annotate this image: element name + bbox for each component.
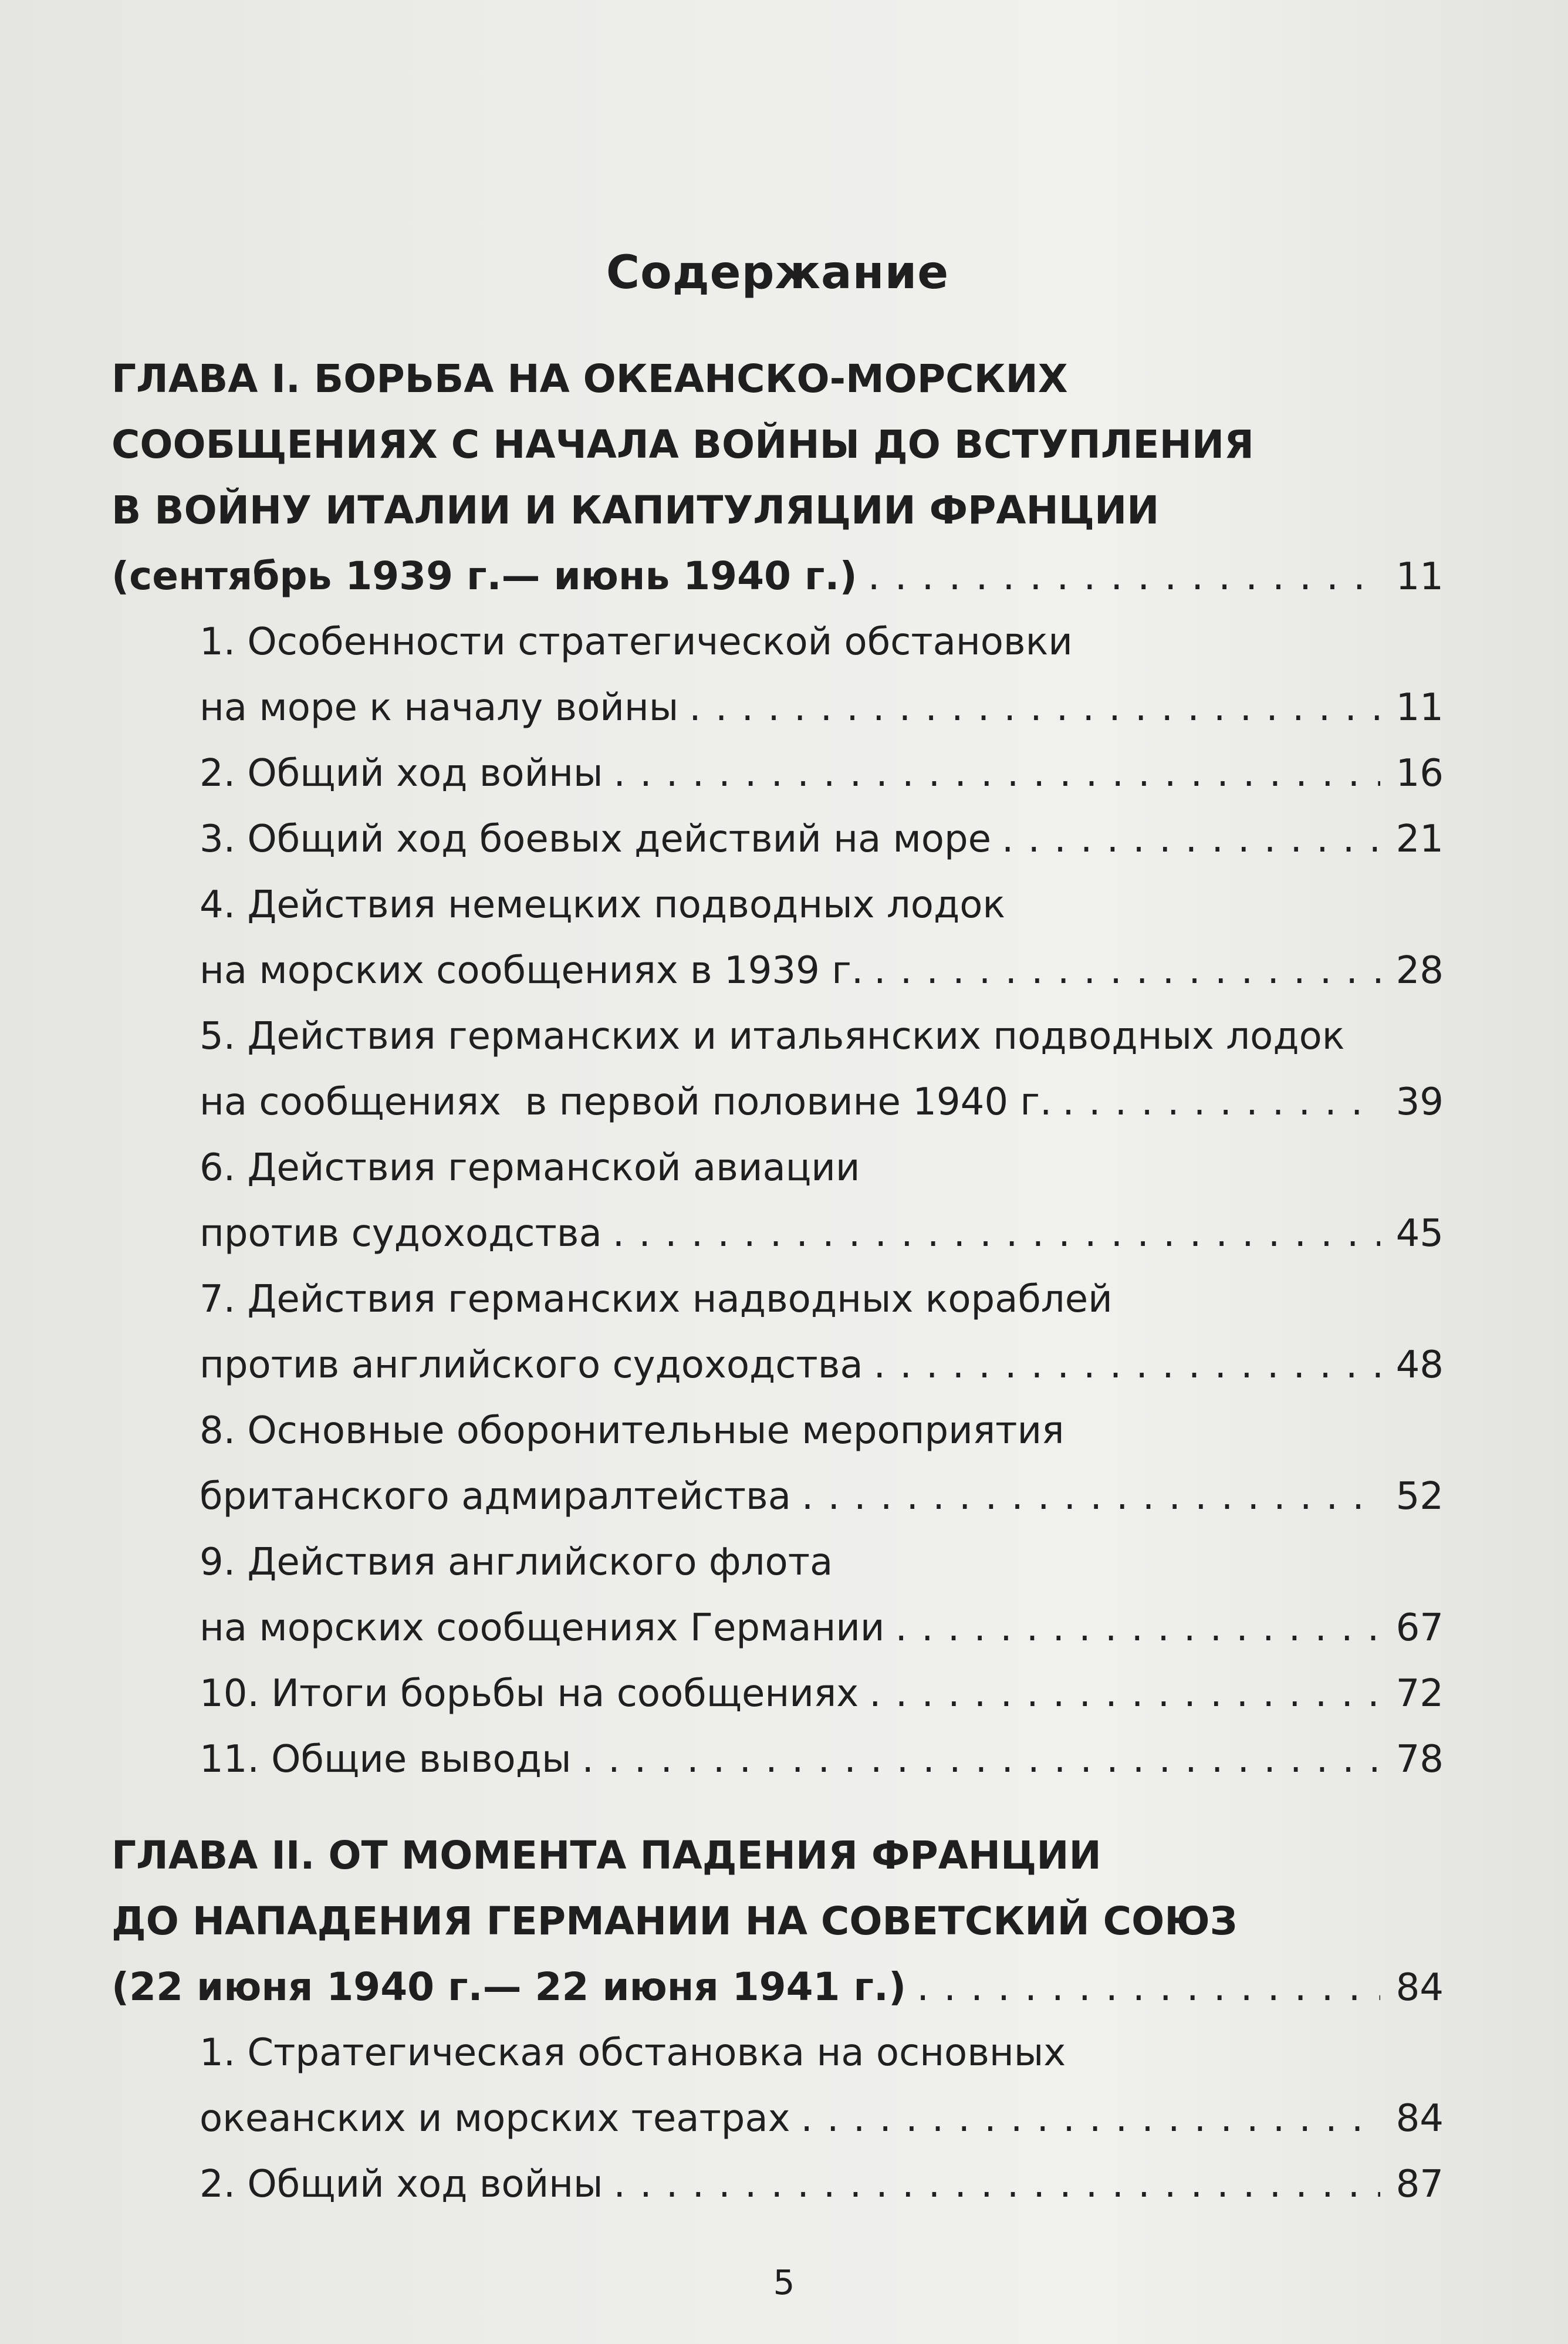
toc-entry-line: 6. Действия германской авиации: [200, 1146, 860, 1190]
toc-entry-list: [111, 2020, 1444, 2217]
chapter-dates: (сентябрь 1939 г.— июнь 1940 г.): [111, 553, 857, 599]
toc-entry-line: против английского судоходства: [200, 1343, 863, 1387]
chapter-dates: (22 июня 1940 г.— 22 июня 1941 г.): [111, 1964, 907, 2009]
toc-entry-line: 3. Общий ход боевых действий на море: [200, 818, 991, 861]
toc-entry: [200, 872, 1444, 1004]
leader-dots: [614, 2152, 1380, 2217]
leader-dots: [614, 741, 1380, 806]
toc-entry-row: [200, 2086, 1444, 2152]
leader-dots: [613, 1201, 1380, 1266]
toc-entry-line: 7. Действия германских надводных кораблей: [200, 1278, 1113, 1321]
chapter-dates-row: [111, 1954, 1444, 2021]
chapter-dates-row: [111, 543, 1444, 610]
leader-dots: [874, 938, 1380, 1004]
page-ref: 87: [1395, 2163, 1444, 2206]
toc-entry-row: [200, 938, 1444, 1004]
chapter-heading-line: ГЛАВА I. БОРЬБА НА ОКЕАНСКО-МОРСКИХ: [111, 356, 1068, 401]
toc-entry-line: против судоходства: [200, 1212, 602, 1255]
page-ref: 72: [1395, 1672, 1444, 1715]
leader-dots: [582, 1727, 1380, 1792]
leader-dots: [689, 675, 1380, 741]
toc-entry-line: на сообщениях в первой половине 1940 г.: [200, 1080, 1052, 1124]
chapter-heading-line: ГЛАВА II. ОТ МОМЕНТА ПАДЕНИЯ ФРАНЦИИ: [111, 1833, 1101, 1878]
toc-entry-row: [200, 1595, 1444, 1661]
chapter-heading-line: СООБЩЕНИЯХ С НАЧАЛА ВОЙНЫ ДО ВСТУПЛЕНИЯ: [111, 422, 1254, 467]
toc-entry-line: 11. Общие выводы: [200, 1738, 572, 1781]
leader-dots: [1062, 1069, 1380, 1135]
toc-entry-line: 9. Действия английского флота: [200, 1541, 833, 1584]
toc-entry: [200, 1398, 1444, 1529]
toc-entry-line: 2. Общий ход войны: [200, 2163, 603, 2206]
page-ref: 67: [1395, 1606, 1444, 1650]
toc-entry-row: [200, 1332, 1444, 1398]
chapter-heading: [111, 1823, 1444, 2021]
toc-entry: [200, 806, 1444, 872]
toc-entry-line: британского адмиралтейства: [200, 1475, 791, 1518]
toc-entry-list: [111, 609, 1444, 1792]
toc-entry: [200, 2152, 1444, 2217]
toc-entry: [200, 2020, 1444, 2152]
toc-entry-line: на морских сообщениях в 1939 г.: [200, 949, 864, 992]
toc-entry: [200, 1266, 1444, 1398]
leader-dots: [800, 2086, 1380, 2152]
toc-entry-row: [200, 1069, 1444, 1135]
toc-entry-line: океанских и морских театрах: [200, 2097, 790, 2140]
page-ref: 39: [1395, 1080, 1444, 1124]
toc-entry: [200, 1135, 1444, 1266]
toc-entry: [200, 1004, 1444, 1135]
leader-dots: [868, 543, 1380, 609]
chapter-heading-line: ДО НАПАДЕНИЯ ГЕРМАНИИ НА СОВЕТСКИЙ СОЮЗ: [111, 1899, 1238, 1944]
toc-entry-row: [200, 1464, 1444, 1529]
page-ref: 52: [1395, 1475, 1444, 1518]
leader-dots: [869, 1661, 1380, 1727]
page-ref: 11: [1395, 555, 1444, 599]
toc-entry-line: 5. Действия германских и итальянских подводных лодок: [200, 1015, 1345, 1058]
toc-entry-line: 10. Итоги борьбы на сообщениях: [200, 1672, 859, 1715]
page-ref: 28: [1395, 949, 1444, 992]
page-ref: 21: [1395, 818, 1444, 861]
leader-dots: [874, 1332, 1380, 1398]
page-ref: 11: [1395, 686, 1444, 729]
leader-dots: [917, 1954, 1380, 2020]
toc-entry: [200, 741, 1444, 806]
page-ref: 48: [1395, 1343, 1444, 1387]
toc-entry: [200, 1529, 1444, 1661]
leader-dots: [802, 1464, 1380, 1529]
toc-entry-line: на море к началу войны: [200, 686, 679, 729]
page-ref: 84: [1395, 1966, 1444, 2009]
chapter-heading: [111, 346, 1444, 610]
toc-entry: [200, 609, 1444, 741]
page-title: Содержание: [606, 246, 949, 299]
page-number: 5: [773, 2262, 795, 2302]
toc-entry-line: 2. Общий ход войны: [200, 752, 603, 795]
page-ref: 16: [1395, 752, 1444, 795]
toc-entry-line: 4. Действия немецких подводных лодок: [200, 883, 1005, 927]
leader-dots: [1002, 806, 1380, 872]
chapter-heading-line: В ВОЙНУ ИТАЛИИ И КАПИТУЛЯЦИИ ФРАНЦИИ: [111, 488, 1160, 533]
page-ref: 84: [1395, 2097, 1444, 2140]
toc-entry-line: 1. Особенности стратегической обстановки: [200, 620, 1073, 664]
toc-entry-row: [200, 1201, 1444, 1266]
page-ref: 45: [1395, 1212, 1444, 1255]
toc-entry: [200, 1661, 1444, 1727]
toc-entry-row: [200, 675, 1444, 741]
toc-entry-line: на морских сообщениях Германии: [200, 1606, 885, 1650]
page-ref: 78: [1395, 1738, 1444, 1781]
leader-dots: [895, 1595, 1380, 1661]
toc-entry-line: 8. Основные оборонительные мероприятия: [200, 1409, 1065, 1453]
toc-entry: [200, 1727, 1444, 1792]
toc-entry-line: 1. Стратегическая обстановка на основных: [200, 2031, 1066, 2075]
